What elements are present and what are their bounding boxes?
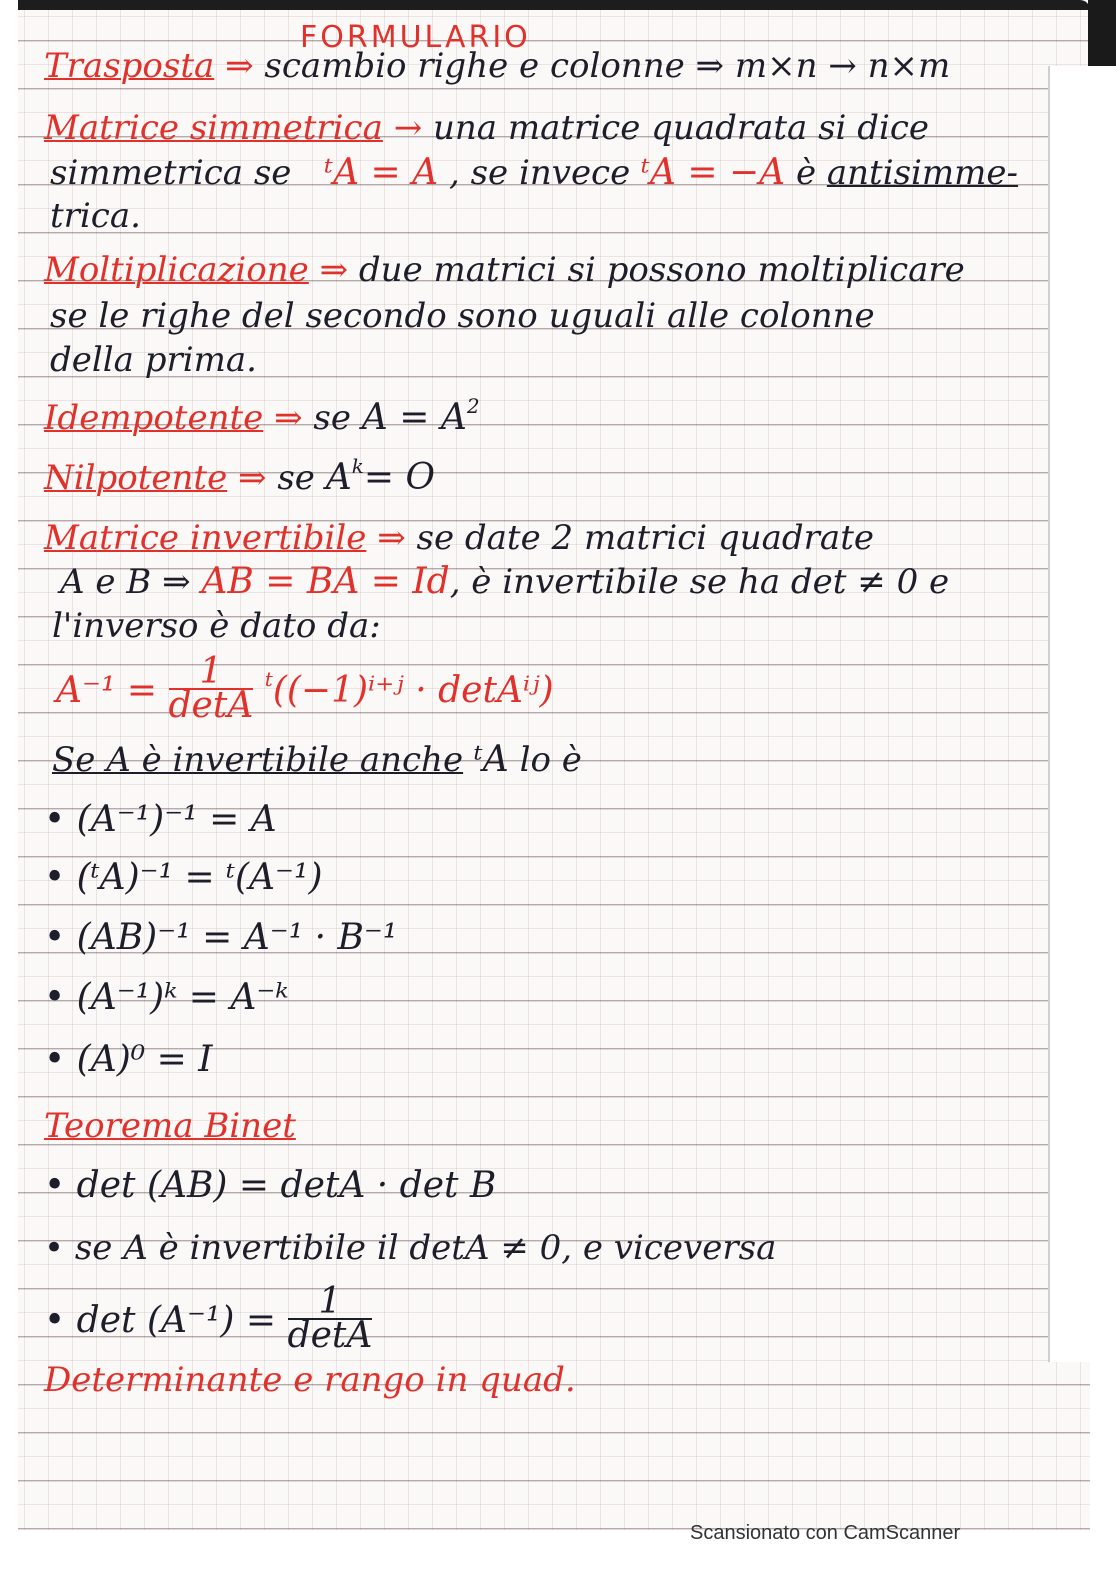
simmetrica-term: Matrice simmetrica [44,108,383,148]
determinante-term: Determinante e rango in quad. [44,1360,576,1400]
binet-term: Teorema Binet [44,1106,296,1146]
arrow-icon: ⇒ [238,458,267,498]
moltiplicazione-line3: della prima. [50,340,257,380]
inverse-lhs: A⁻¹ = [56,670,158,711]
simmetrica-line1 [44,108,929,148]
transpose-t: t [264,667,273,691]
trasposta-term: Trasposta [44,46,215,86]
idempotente-line [44,394,480,442]
inverse-fraction [168,651,254,726]
camscanner-watermark: Scansionato con CamScanner [690,1522,961,1544]
property-item: • (A)⁰ = I [44,1039,213,1080]
nilpotente-line [44,454,435,502]
idempotente-eq: A = A [361,397,467,438]
invertibile-text4a: Se A è invertibile anche [52,740,464,780]
page-title: FORMULARIO [300,20,531,55]
nilpotente-text: se [277,458,315,498]
inverse-num: 1 [169,656,254,690]
property-item: • (ᵗA)⁻¹ = ᵗ(A⁻¹) [44,857,323,898]
simmetrica-line2 [50,153,1018,193]
invertibile-line4 [52,740,582,780]
simmetrica-text2a: simmetrica se [50,153,292,193]
inverse-formula [56,651,554,726]
scan-edge-dark [1088,0,1116,66]
binet-last [44,1281,373,1356]
simmetrica-line3: trica. [50,196,141,236]
invertibile-text2a: A e B [60,562,152,602]
property-item: • (AB)⁻¹ = A⁻¹ · B⁻¹ [44,917,398,958]
simmetrica-text2c: è [795,153,817,193]
moltiplicazione-line1 [44,250,965,290]
inverse-rhs: ((−1)ⁱ⁺ʲ · detAⁱʲ) [272,670,554,711]
simmetrica-text1: una matrice quadrata si dice [433,108,930,148]
simmetrica-eq2: ᵗA = −A [641,152,786,193]
antisimmetrica-word: antisimme- [826,153,1019,193]
binet-item: • det (AB) = detA · det B [44,1165,497,1206]
invertibile-term: Matrice invertibile [44,518,367,558]
invertibile-line1 [44,518,874,558]
arrow-icon: ⇒ [274,398,303,438]
nilpotente-exp: k [351,454,364,478]
simmetrica-eq1: ᵗA = A [324,152,439,193]
binet-num: 1 [288,1286,373,1320]
invertibile-text4c: lo è [519,740,582,780]
trasposta-dims: m×n → n×m [734,46,951,86]
simmetrica-text2b: , se invece [448,153,631,193]
property-item: • (A⁻¹)ᵏ = A⁻ᵏ [44,977,289,1018]
nilpotente-term: Nilpotente [44,458,228,498]
arrow-icon: ⇒ [225,46,254,86]
idempotente-text: se [313,398,351,438]
arrow-icon: ⇒ [319,250,349,290]
idempotente-term: Idempotente [44,398,264,438]
moltiplicazione-line2: se le righe del secondo sono uguali alle colonne [50,296,875,336]
binet-fraction [287,1281,373,1356]
trasposta-line [44,46,950,86]
invertibile-text2b: , è invertibile se ha det ≠ 0 e [449,562,950,602]
invertibile-line3: l'inverso è dato da: [52,606,381,646]
idempotente-exp: 2 [466,394,480,418]
arrow-icon: → [393,108,423,148]
scan-edge [1048,66,1116,1362]
arrow-icon: ⇒ [377,518,406,558]
property-item: • (A⁻¹)⁻¹ = A [44,799,277,840]
invertibile-eq: AB = BA = Id [201,561,450,602]
inverse-den: detA [168,685,254,726]
binet-item: • se A è invertibile il detA ≠ 0, e viceversa [44,1228,777,1268]
invertibile-text1: se date 2 matrici quadrate [416,518,874,558]
moltiplicazione-term: Moltiplicazione [44,250,309,290]
binet-den: detA [287,1315,373,1356]
nilpotente-rhs: = O [363,457,435,498]
moltiplicazione-text1: due matrici si possono moltiplicare [358,250,965,290]
trasposta-text: scambio righe e colonne [264,46,685,86]
invertibile-line2 [60,562,949,602]
nilpotente-base: A [325,457,352,498]
arrow-icon: ⇒ [695,46,725,86]
arrow-icon: ⇒ [162,562,191,602]
invertibile-text4b: ᵗA [473,739,509,780]
binet-last-lhs: • det (A⁻¹) = [44,1300,277,1341]
